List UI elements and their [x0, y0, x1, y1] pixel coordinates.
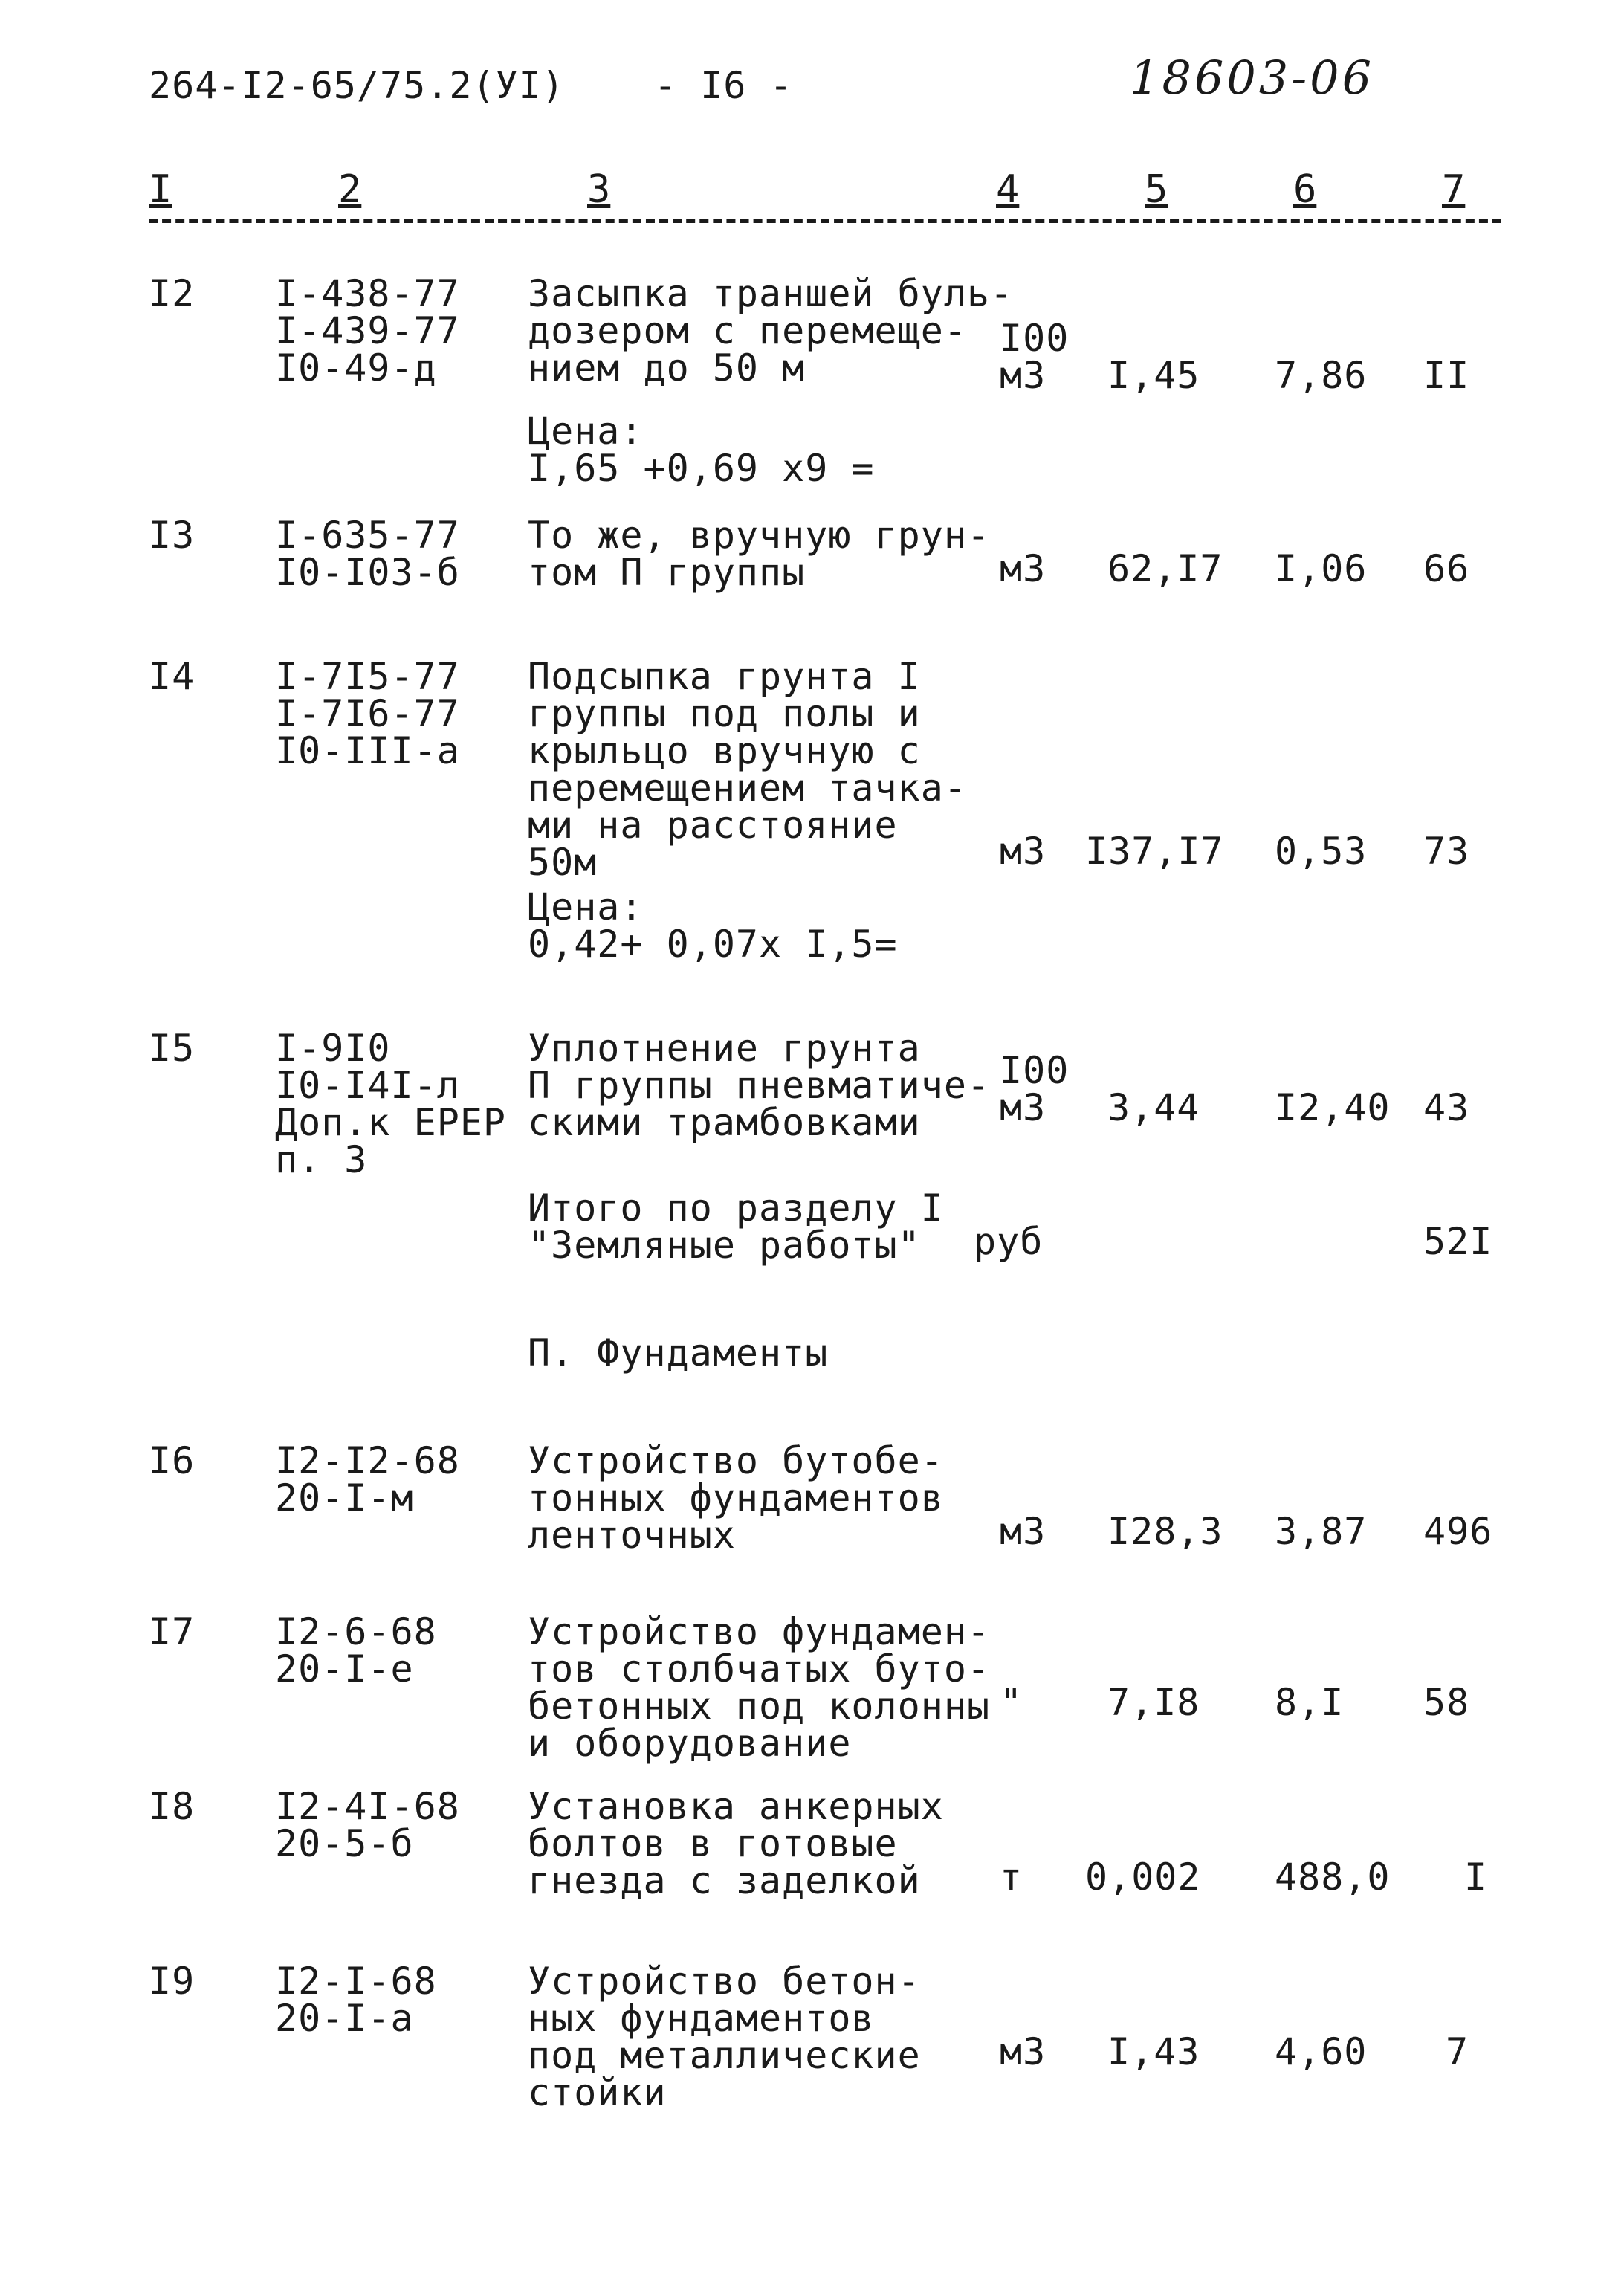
row-total: II [1423, 354, 1470, 397]
row-number: I5 [149, 1027, 195, 1070]
row-code: I2-I-68 20-I-а [275, 1960, 437, 2040]
column-header: 4 [996, 167, 1020, 212]
row-description: Подсыпка грунта I группы под полы и крыльцо вручную с перемещением тачка- ми на расстояние 50м [528, 655, 967, 884]
row-unit: " [1000, 1681, 1023, 1724]
row-code: I-9I0 I0-I4I-л Доп.к ЕРЕР п. 3 [275, 1027, 507, 1181]
row-number: I6 [149, 1439, 195, 1482]
row-unit: м3 [1000, 830, 1046, 873]
row-price: 488,0 [1275, 1856, 1391, 1899]
row-description: Засыпка траншей буль- дозером с перемеще- нием до 50 м [528, 272, 1014, 390]
row-quantity: I28,3 [1107, 1510, 1223, 1553]
row-number: I8 [149, 1785, 195, 1828]
row-price: I2,40 [1275, 1086, 1391, 1129]
row-description: Устройство бутобе- тонных фундаментов ленточных [528, 1439, 944, 1557]
row-unit: м3 [1000, 2030, 1046, 2073]
column-header: I [149, 167, 172, 212]
row-price: 3,87 [1275, 1510, 1368, 1553]
subtotal-unit: руб [974, 1220, 1044, 1263]
row-code: I-7I5-77 I-7I6-77 I0-III-а [275, 655, 460, 772]
row-price: 0,53 [1275, 830, 1368, 873]
row-total: 73 [1423, 830, 1470, 873]
section-heading: П. Фундаменты [528, 1331, 829, 1375]
page-number: - I6 - [654, 64, 793, 107]
row-quantity: I,43 [1107, 2030, 1200, 2073]
row-quantity: 0,002 [1085, 1856, 1201, 1899]
row-code: I2-6-68 20-I-е [275, 1610, 437, 1691]
row-number: I7 [149, 1610, 195, 1653]
row-unit: т [1000, 1856, 1023, 1899]
column-header: 2 [338, 167, 362, 212]
row-quantity: 7,I8 [1107, 1681, 1200, 1724]
row-unit: I00 м3 [1000, 1049, 1070, 1129]
row-total: 496 [1423, 1510, 1493, 1553]
row-total: 66 [1423, 547, 1470, 590]
row-unit: I00 м3 [1000, 317, 1070, 397]
row-code: I-635-77 I0-I03-б [275, 514, 460, 594]
row-code: I2-I2-68 20-I-м [275, 1439, 460, 1520]
row-quantity: 3,44 [1107, 1086, 1200, 1129]
row-quantity: I37,I7 [1085, 830, 1224, 873]
row-number: I3 [149, 514, 195, 557]
row-price: 4,60 [1275, 2030, 1368, 2073]
row-note: Цена: I,65 +0,69 x9 = [528, 410, 875, 490]
column-header: 6 [1293, 167, 1317, 212]
row-price: I,06 [1275, 547, 1368, 590]
row-number: I4 [149, 655, 195, 698]
row-total: 43 [1423, 1086, 1470, 1129]
row-description: Установка анкерных болтов в готовые гнезда с заделкой [528, 1785, 944, 1902]
row-note: Цена: 0,42+ 0,07x I,5= [528, 885, 898, 966]
subtotal-label: Итого по разделу I "Земляные работы" [528, 1186, 944, 1267]
row-code: I-438-77 I-439-77 I0-49-д [275, 272, 460, 390]
subtotal-total: 52I [1423, 1220, 1493, 1263]
row-quantity: 62,I7 [1107, 547, 1223, 590]
row-description: Устройство фундамен- тов столбчатых буто- бетонных под колонны и оборудование [528, 1610, 991, 1765]
row-price: 8,I [1275, 1681, 1345, 1724]
row-number: I9 [149, 1960, 195, 2003]
row-quantity: I,45 [1107, 354, 1200, 397]
row-number: I2 [149, 272, 195, 315]
row-total: I [1464, 1856, 1488, 1899]
column-header: 7 [1442, 167, 1466, 212]
handwritten-number: 18603-06 [1130, 51, 1375, 105]
row-description: То же, вручную грун- том П группы [528, 514, 991, 594]
row-total: 7 [1446, 2030, 1469, 2073]
row-price: 7,86 [1275, 354, 1368, 397]
column-header: 5 [1145, 167, 1168, 212]
header-divider [149, 219, 1501, 223]
row-code: I2-4I-68 20-5-б [275, 1785, 460, 1865]
document-code: 264-I2-65/75.2(УI) [149, 64, 565, 107]
row-description: Устройство бетон- ных фундаментов под металлические стойки [528, 1960, 921, 2114]
row-description: Уплотнение грунта П группы пневматиче- скими трамбовками [528, 1027, 991, 1144]
row-total: 58 [1423, 1681, 1470, 1724]
row-unit: м3 [1000, 547, 1046, 590]
column-header: 3 [587, 167, 611, 212]
row-unit: м3 [1000, 1510, 1046, 1553]
